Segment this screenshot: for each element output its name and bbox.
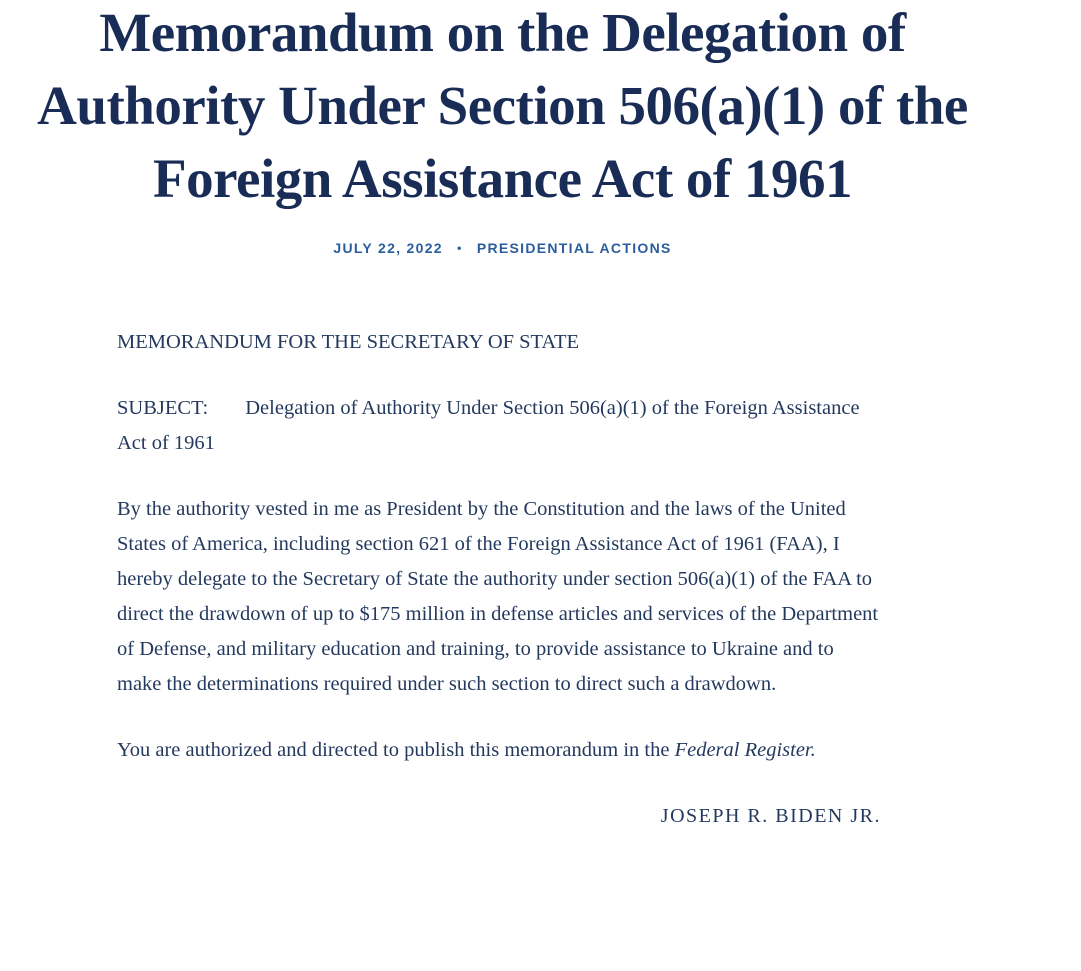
memo-addressee-line: MEMORANDUM FOR THE SECRETARY OF STATE (117, 331, 580, 353)
subject-text: Delegation of Authority Under Section 506(a)(1) of the Foreign Assistance Act of 1961 (117, 397, 860, 454)
byline (0, 240, 1005, 256)
byline-separator-dot: • (457, 241, 463, 255)
page-header (0, 0, 1005, 256)
publish-paragraph-text: You are authorized and directed to publish this memorandum in the (117, 739, 675, 761)
memo-subject-line (117, 391, 881, 461)
memo-delegation-paragraph: By the authority vested in me as President by the Constitution and the laws of the United States of America, including section 621 of the Foreign Assistance Act of 1961 (FAA), I hereby delegate to the Secretary of State the authority under section 506(a)(1) of the FAA to direct the drawdown of up to $175 million in defense articles and services of the Department of Defense, and military education and training, to provide assistance to Ukraine and to make the determinations required under such section to direct such a drawdown. (117, 498, 879, 695)
memo-body (117, 325, 881, 834)
page-title: Memorandum on the Delegation of Authority Under Section 506(a)(1) of the Foreign Assistance Act of 1961 (37, 2, 968, 209)
subject-label: SUBJECT: (117, 397, 209, 419)
federal-register-italic: Federal Register. (674, 739, 816, 761)
memo-publish-paragraph (117, 733, 881, 768)
byline-date: JULY 22, 2022 (333, 240, 443, 256)
byline-category-link[interactable]: PRESIDENTIAL ACTIONS (476, 240, 672, 256)
signature: JOSEPH R. BIDEN JR. (660, 805, 881, 827)
